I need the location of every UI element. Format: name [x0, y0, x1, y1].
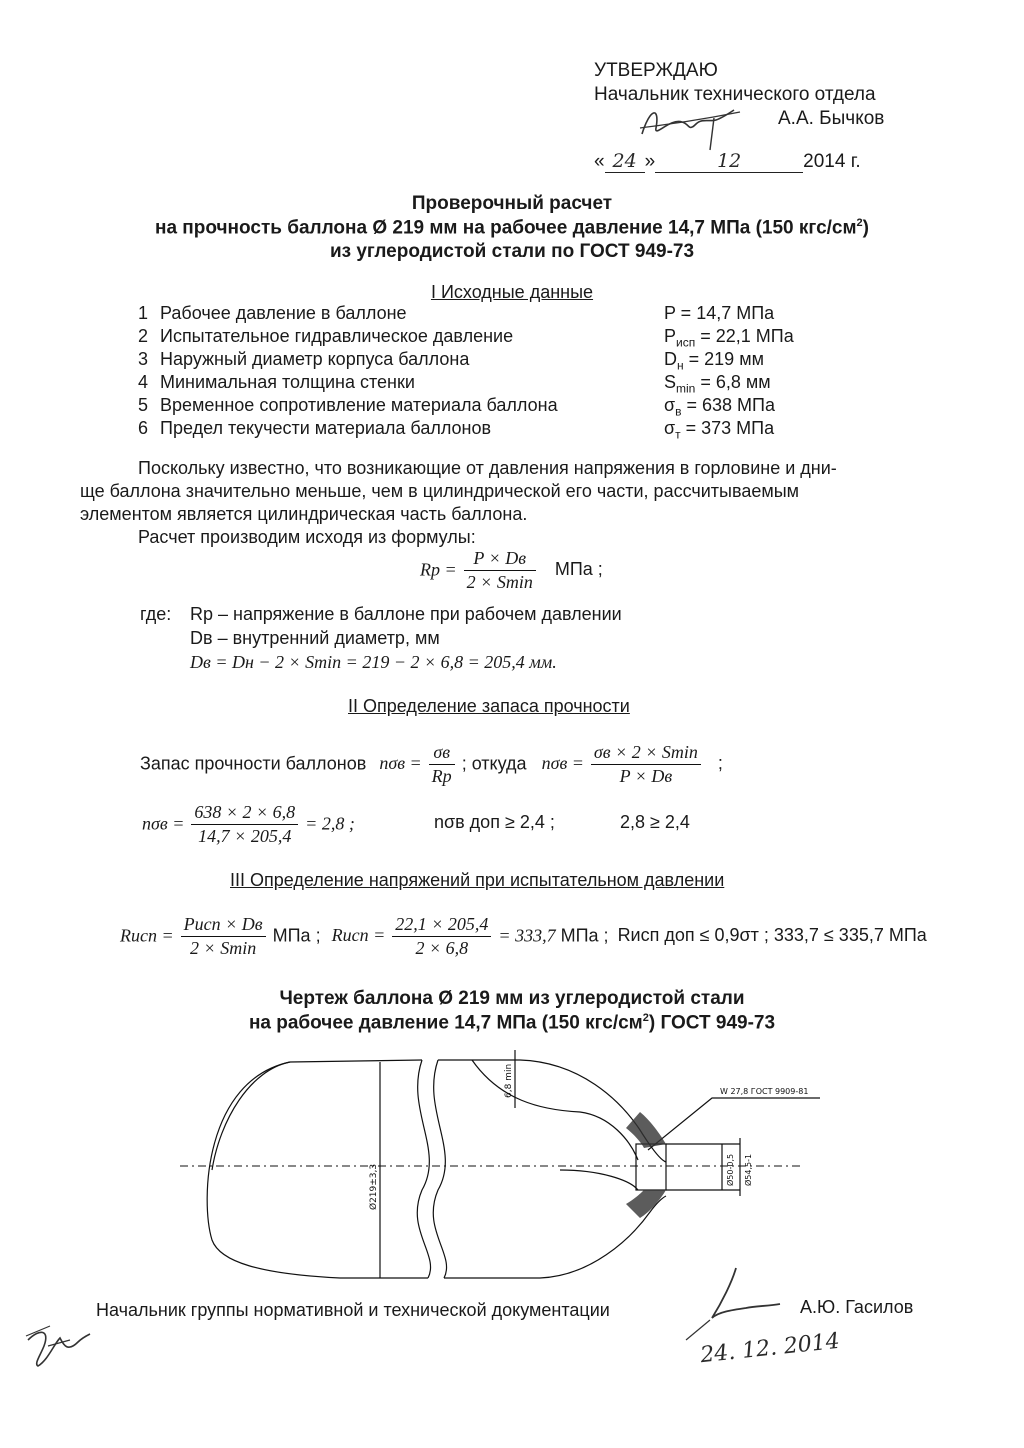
list-item — [138, 326, 838, 349]
neck-diameter-label-1: Ø50-0,5 — [726, 1153, 735, 1186]
section2-heading: II Определение запаса прочности — [348, 696, 630, 716]
paragraph-line2: ще баллона значительно меньше, чем в цилиндрической его части, рассчитываемым — [80, 481, 800, 501]
footer-position: Начальник группы нормативной и технической документации — [96, 1300, 610, 1320]
paragraph-line4: Расчет производим исходя из формулы: — [138, 527, 476, 547]
item-number: 4 — [138, 372, 149, 392]
item-number: 3 — [138, 349, 149, 369]
safety-f1-den: Rp — [431, 766, 452, 786]
list-item — [138, 372, 838, 395]
footer-name: А.Ю. Гасилов — [800, 1297, 914, 1317]
doc-title-line2 — [0, 217, 1024, 239]
safety-f2-den: P × Dв — [619, 766, 673, 786]
thread-label: W 27,8 ГОСТ 9909-81 — [720, 1087, 809, 1096]
safety-f1-num: σв — [429, 742, 455, 765]
test-lhs: Rисп = — [120, 925, 174, 946]
item-label: Предел текучести материала баллонов — [160, 418, 492, 438]
drawing-title-sup: 2 — [642, 1012, 649, 1024]
test-lhs2: Rисп = — [331, 925, 386, 946]
doc-title-line2-text: на прочность баллона Ø 219 мм на рабочее давление 14,7 МПа (150 кгс/см — [154, 217, 857, 239]
item-value: $\sigma_в = 638$ МПа — [664, 395, 775, 419]
doc-title-line1: Проверочный расчет — [411, 193, 613, 214]
doc-title-line3: из углеродистой стали по ГОСТ 949-73 — [329, 241, 695, 262]
test-unit1: МПа ; — [272, 925, 321, 946]
approval-position: Начальник технического отдела — [594, 84, 876, 105]
list-item — [138, 349, 838, 372]
item-number: 5 — [138, 395, 149, 415]
safety-otkuda: ; откуда — [461, 753, 527, 774]
diameter-label: Ø219±3,3 — [369, 1163, 379, 1210]
list-item — [138, 418, 838, 441]
cylinder-drawing — [160, 1040, 840, 1290]
formula-unit: МПа ; — [554, 559, 603, 580]
initials-mark — [20, 1320, 100, 1376]
footer-signature — [676, 1262, 786, 1342]
footer-date: 24. 12. 2014 — [699, 1328, 841, 1369]
where-line1: Rp – напряжение в баллоне при рабочем давлении — [190, 604, 622, 624]
where-line3: Dв = Dн − 2 × Smin = 219 − 2 × 6,8 = 205,4 мм. — [190, 652, 557, 672]
approval-year: 2014 г. — [803, 151, 861, 172]
formula-safety — [140, 742, 723, 787]
test-calc-num: 22,1 × 205,4 — [392, 914, 491, 937]
item-number: 1 — [138, 303, 149, 323]
calc-num: 638 × 2 × 6,8 — [191, 802, 298, 825]
safety-f2-num: σв × 2 × Smin — [591, 742, 701, 765]
item-value: $D_н = 219$ мм — [664, 349, 764, 373]
item-value: $\sigma_т = 373$ МПа — [664, 418, 775, 442]
drawing-title-line2 — [0, 1012, 1024, 1034]
test-calc-den: 2 × 6,8 — [415, 938, 469, 958]
section1-heading: I Исходные данные — [430, 282, 594, 302]
doc-title-end: ) — [862, 217, 869, 239]
wall-thickness-label: 6,8 min — [504, 1063, 514, 1098]
approval-name: А.А. Бычков — [778, 108, 885, 129]
item-number: 6 — [138, 418, 149, 438]
item-label: Минимальная толщина стенки — [160, 372, 415, 392]
item-label: Испытательное гидравлическое давление — [160, 326, 514, 346]
formula-denominator: 2 × Smin — [466, 572, 533, 592]
safety-allowed: nσв доп ≥ 2,4 ; — [434, 812, 555, 832]
drawing-title-end: ) ГОСТ 949-73 — [648, 1012, 776, 1034]
formula-test — [120, 914, 927, 959]
calc-lhs: nσв = — [142, 813, 185, 834]
paragraph-line3: элементом является цилиндрическая часть баллона. — [80, 504, 528, 524]
item-value: $P_{исп} = 22,1$ МПа — [664, 326, 794, 350]
list-item — [138, 395, 838, 418]
test-unit2: МПа ; — [560, 925, 609, 946]
test-calc-result: = 333,7 — [498, 925, 556, 946]
list-item — [138, 303, 838, 326]
where-prefix: где: — [140, 604, 172, 624]
approval-title: УТВЕРЖДАЮ — [594, 60, 718, 81]
calc-result: = 2,8 ; — [305, 813, 355, 834]
safety-lhs2: nσв = — [541, 753, 584, 774]
test-tail: Rисп доп ≤ 0,9σт ; 333,7 ≤ 335,7 МПа — [617, 925, 927, 946]
item-label: Рабочее давление в баллоне — [160, 303, 407, 323]
item-number: 2 — [138, 326, 149, 346]
item-value: $S_{min} = 6,8$ мм — [664, 372, 771, 396]
approval-month: 12 — [655, 150, 803, 173]
safety-semicolon: ; — [717, 753, 723, 774]
doc-title-sup: 2 — [856, 217, 863, 229]
safety-label: Запас прочности баллонов — [140, 753, 367, 774]
paragraph-line1: Поскольку известно, что возникающие от давления напряжения в горловине и дни- — [138, 458, 837, 478]
safety-compare: 2,8 ≥ 2,4 — [620, 812, 690, 832]
approver-signature — [630, 98, 750, 154]
test-f-num: Pисп × Dв — [181, 914, 266, 937]
neck-diameter-label-2: Ø54,5-1 — [744, 1153, 753, 1186]
formula-lhs: Rp = — [420, 559, 457, 580]
item-value: P = 14,7 МПа — [664, 303, 775, 323]
calc-den: 14,7 × 205,4 — [198, 826, 292, 846]
safety-lhs: nσв = — [379, 753, 422, 774]
formula-safety-calc — [142, 802, 355, 847]
formula-numerator: P × Dв — [464, 548, 536, 571]
drawing-title-text: на рабочее давление 14,7 МПа (150 кгс/см — [248, 1012, 643, 1034]
formula-rp — [420, 548, 603, 593]
test-f-den: 2 × Smin — [190, 938, 257, 958]
section3-heading: III Определение напряжений при испытательном давлении — [230, 870, 725, 890]
approval-date: « 24 » 12 2014 г. — [594, 150, 861, 172]
where-line2: Dв – внутренний диаметр, мм — [190, 628, 440, 648]
item-label: Временное сопротивление материала баллона — [160, 395, 558, 415]
item-label: Наружный диаметр корпуса баллона — [160, 349, 470, 369]
source-data-list — [138, 303, 838, 441]
approval-day: 24 — [605, 150, 645, 173]
drawing-title-line1: Чертеж баллона Ø 219 мм из углеродистой стали — [279, 988, 745, 1009]
